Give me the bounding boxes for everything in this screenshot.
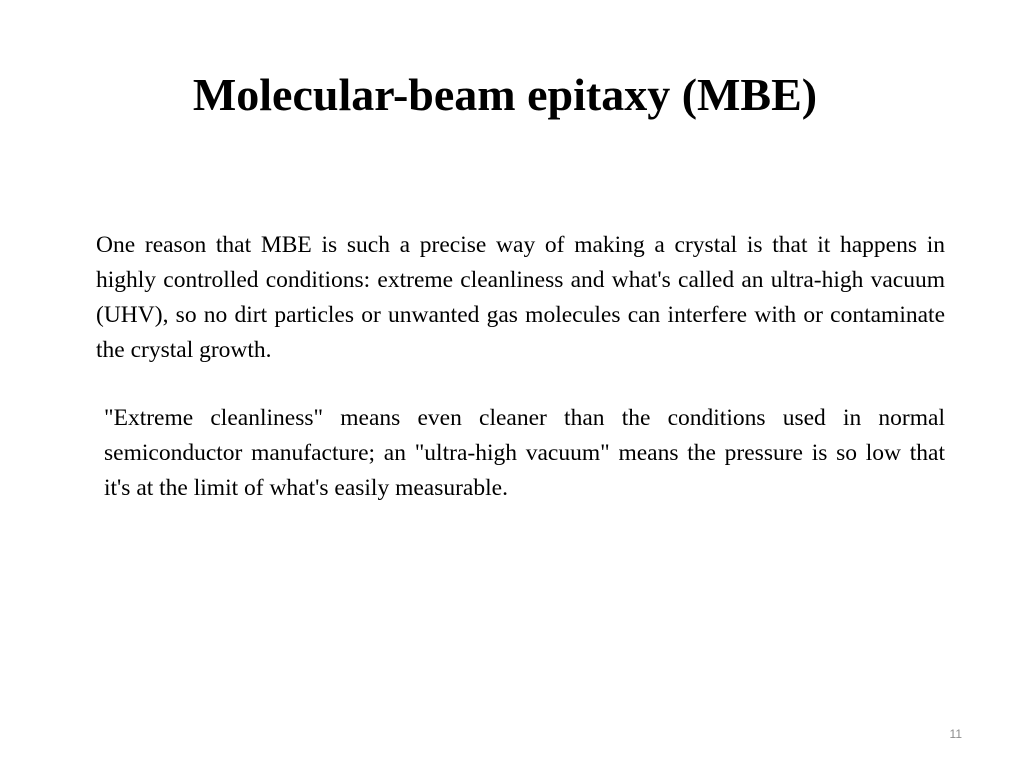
- body-paragraph-1: One reason that MBE is such a precise way of making a crystal is that it happens in highly controlled conditions: extreme cleanliness and what's called an ultra-high vacuum (UHV), so no dirt particles or unwanted gas molecules can interfere with or contaminate the crystal growth.: [96, 232, 945, 363]
- slide-title: Molecular-beam epitaxy (MBE): [192, 69, 818, 120]
- slide-number: 11: [949, 727, 962, 741]
- slide-body: [96, 228, 945, 506]
- body-paragraph-2: "Extreme cleanliness" means even cleaner than the conditions used in normal semiconductor manufacture; an "ultra-high vacuum" means the pressure is so low that it's at the limit of what's easily measurable.: [104, 405, 945, 501]
